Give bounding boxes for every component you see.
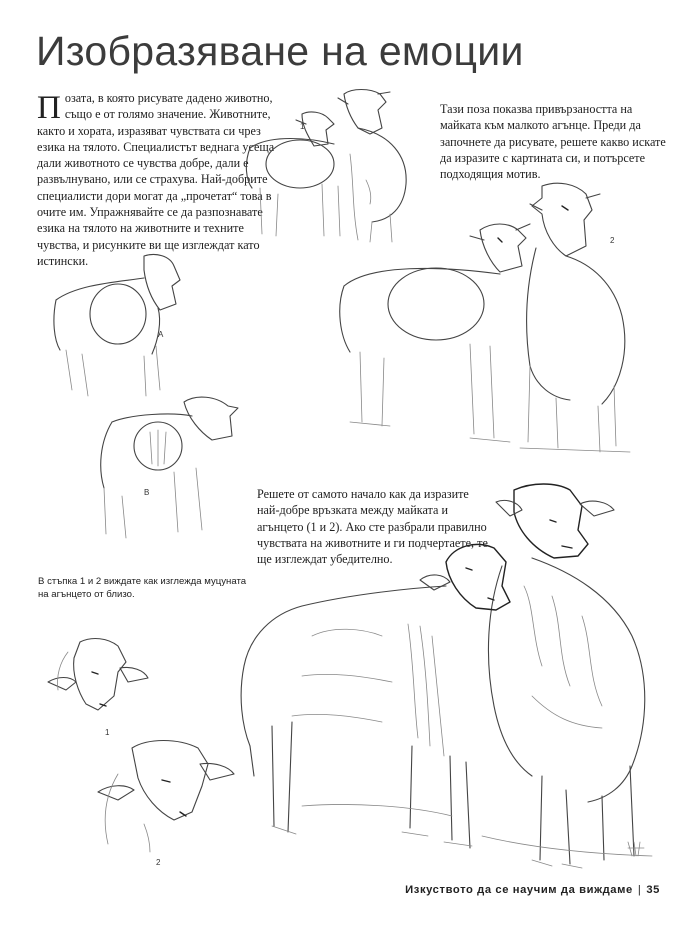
sketch-label-top-1: 1	[300, 122, 305, 131]
face-sketch-caption: В стъпка 1 и 2 виждате как изглежда муцуната на агънцето от близо.	[38, 576, 247, 600]
sketch-label-a: A	[158, 330, 164, 339]
page-title: Изобразяване на емоции	[36, 28, 524, 74]
middle-paragraph: Решете от самото начало как да изразите най-добре връзката между майката и агънцето (1 и 2). Ако сте разбрали правилно чувствата на животните и ги подчертаете, те ще изглеждат убедително.	[257, 487, 488, 567]
page-footer	[405, 884, 660, 896]
sketch-label-large-2: 2	[610, 236, 615, 245]
ewe-and-lamb-drawing	[232, 476, 672, 871]
page-number: 35	[646, 884, 660, 896]
sheep-sketch-step-2	[330, 176, 635, 461]
intro-text: озата, в която рисувате дадено животно, също е от голямо значение. Животните, както и хората, изразяват чувствата си чрез езика на тялото. Специалистът веднага усеща дали животното се чувства добре, дали е развълнувано, или се страхува. Най-добрите специалисти дори могат да „прочетат“ това в очите им. Упражнявайте се да разпознавате езика на тялото на животните и техните чувства, и рисунките ви ще изглеждат като истински.	[37, 91, 275, 268]
footer-separator: |	[637, 884, 642, 896]
lamb-sketch-b	[92, 392, 247, 542]
sketch-label-b: B	[144, 488, 150, 497]
right-paragraph: Тази поза показва привързаността на майката към малкото агънце. Преди да започнете да рисувате, решете какво искате да изразите с картината си, и потърсете подходящия мотив.	[440, 102, 666, 182]
lamb-face-sketch-2	[88, 734, 238, 854]
drop-cap: П	[37, 90, 61, 126]
footer-book-title: Изкуството да се научим да виждаме	[405, 884, 633, 896]
face-label-1: 1	[105, 728, 110, 737]
lamb-sketch-a	[48, 250, 198, 400]
lamb-face-sketch-1	[40, 632, 150, 722]
face-label-2: 2	[156, 858, 161, 867]
